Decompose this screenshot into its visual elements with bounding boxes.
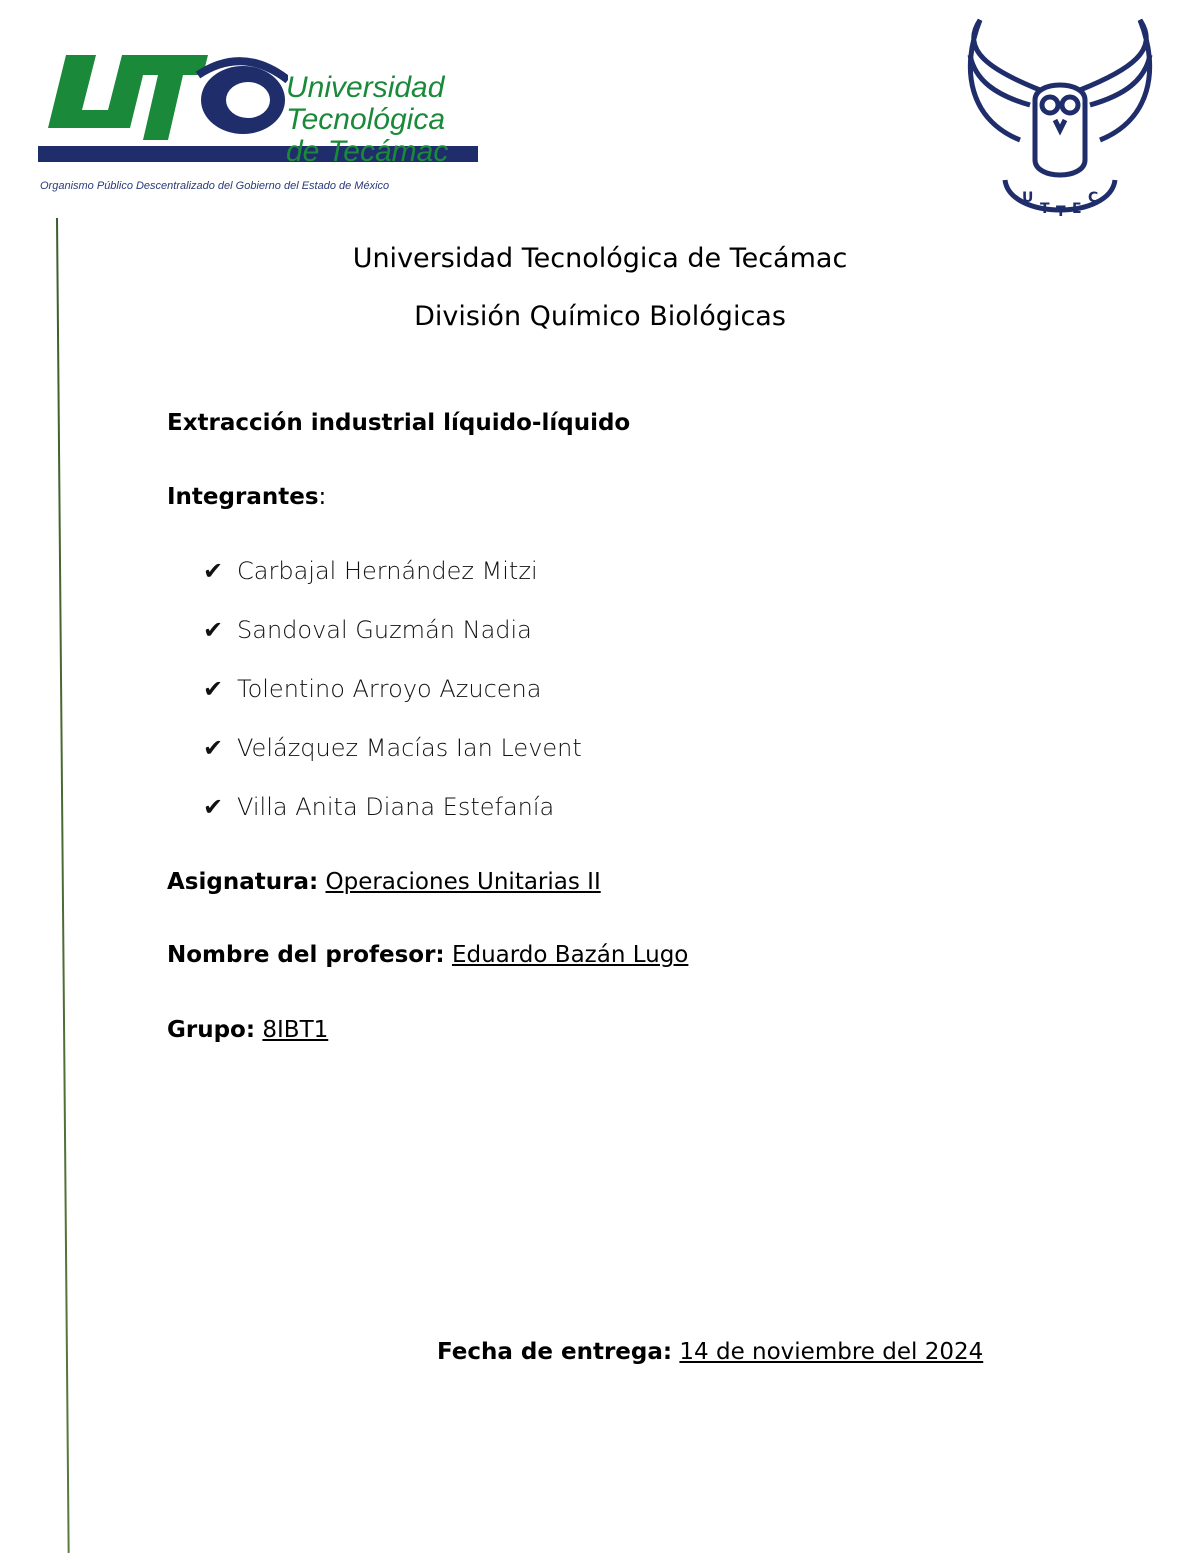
logo-line-1: Universidad	[286, 71, 445, 104]
owl-emblem-icon	[950, 10, 1170, 230]
division-title: División Químico Biológicas	[414, 301, 786, 332]
fecha-row	[437, 1339, 983, 1365]
svg-text:E: E	[1072, 201, 1082, 217]
integrantes-colon: :	[318, 484, 327, 510]
ut-logo-text	[286, 72, 448, 168]
profesor-row	[167, 942, 688, 968]
integrantes-heading	[167, 484, 326, 510]
asignatura-label: Asignatura:	[167, 869, 319, 895]
grupo-value: 8IBT1	[262, 1017, 329, 1043]
check-icon: ✔	[203, 616, 224, 644]
svg-text:U: U	[1022, 190, 1034, 206]
profesor-value: Eduardo Bazán Lugo	[451, 942, 689, 968]
member-name: Carbajal Hernández Mitzi	[237, 557, 538, 585]
logo-line-3: de Tecámac	[286, 135, 449, 168]
institution-title: Universidad Tecnológica de Tecámac	[352, 243, 848, 274]
document-title: Extracción industrial líquido-líquido	[167, 410, 631, 436]
logo-subtitle: Organismo Público Descentralizado del Gobierno del Estado de México	[40, 180, 390, 192]
asignatura-value: Operaciones Unitarias II	[325, 869, 601, 895]
member-name: Sandoval Guzmán Nadia	[237, 616, 532, 644]
members-list	[203, 557, 582, 852]
logo-line-2: Tecnológica	[286, 103, 446, 136]
list-item	[203, 675, 582, 734]
fecha-label: Fecha de entrega:	[437, 1339, 673, 1365]
grupo-label: Grupo:	[167, 1017, 256, 1043]
svg-text:C: C	[1088, 190, 1099, 206]
owl-emblem	[950, 10, 1170, 230]
list-item	[203, 734, 582, 793]
margin-line	[56, 218, 70, 1553]
list-item	[203, 616, 582, 675]
svg-text:T: T	[1040, 201, 1050, 217]
profesor-label: Nombre del profesor:	[167, 942, 445, 968]
list-item	[203, 557, 582, 616]
member-name: Tolentino Arroyo Azucena	[237, 675, 542, 703]
svg-text:T: T	[1056, 204, 1066, 220]
fecha-value: 14 de noviembre del 2024	[679, 1339, 984, 1365]
check-icon: ✔	[203, 557, 224, 585]
grupo-row	[167, 1017, 328, 1043]
member-name: Villa Anita Diana Estefanía	[237, 793, 555, 821]
list-item	[203, 793, 582, 852]
check-icon: ✔	[203, 793, 224, 821]
check-icon: ✔	[203, 734, 224, 762]
member-name: Velázquez Macías Ian Levent	[237, 734, 582, 762]
ut-logo	[38, 50, 478, 200]
asignatura-row	[167, 869, 601, 895]
check-icon: ✔	[203, 675, 224, 703]
integrantes-label: Integrantes	[167, 484, 319, 510]
